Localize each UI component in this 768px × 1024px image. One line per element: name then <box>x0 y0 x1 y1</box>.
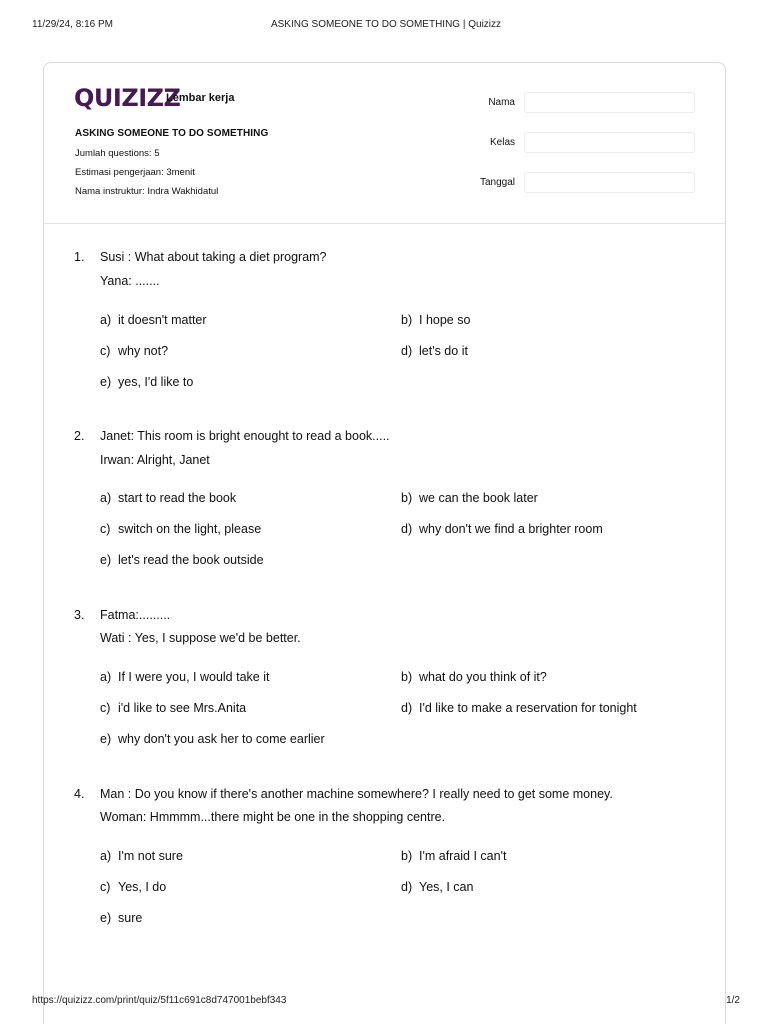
option-text: let's read the book outside <box>118 553 264 567</box>
quizizz-logo: QUIZIZZ <box>74 84 181 112</box>
question-number: 3. <box>74 608 85 622</box>
option-key: a) <box>100 670 112 684</box>
instructor-name: Nama instruktur: Indra Wakhidatul <box>75 186 219 197</box>
worksheet-label: Lembar kerja <box>166 92 235 104</box>
date-label: Tanggal <box>479 177 515 188</box>
option-a <box>100 491 236 505</box>
option-text: Yes, I can <box>419 880 474 894</box>
option-key: c) <box>100 522 111 536</box>
class-field[interactable] <box>524 132 695 153</box>
question-text: Irwan: Alright, Janet <box>100 453 210 467</box>
worksheet <box>43 62 726 1024</box>
option-key: c) <box>100 344 111 358</box>
quiz-title: ASKING SOMEONE TO DO SOMETHING <box>75 128 269 139</box>
option-key: d) <box>401 880 413 894</box>
option-text: i'd like to see Mrs.Anita <box>118 701 247 715</box>
option-key: e) <box>100 911 112 925</box>
question-text: Wati : Yes, I suppose we'd be better. <box>100 631 301 645</box>
name-field[interactable] <box>524 92 695 113</box>
option-e <box>100 375 193 389</box>
option-key: c) <box>100 880 111 894</box>
option-text: let's do it <box>419 344 468 358</box>
print-url[interactable]: https://quizizz.com/print/quiz/5f11c691c8d747001bebf343 <box>32 995 287 1006</box>
option-text: Yes, I do <box>118 880 167 894</box>
option-text: sure <box>118 911 143 925</box>
option-e <box>100 911 142 925</box>
class-label: Kelas <box>489 137 515 148</box>
question-number: 2. <box>74 429 85 443</box>
option-key: e) <box>100 375 112 389</box>
option-key: b) <box>401 313 413 327</box>
option-text: switch on the light, please <box>118 522 262 536</box>
question-text: Janet: This room is bright enought to read a book..... <box>100 429 390 443</box>
question-text: Yana: ....... <box>100 274 160 288</box>
option-key: a) <box>100 491 112 505</box>
option-text: it doesn't matter <box>118 313 207 327</box>
estimated-time: Estimasi pengerjaan: 3menit <box>75 167 195 178</box>
question-number: 1. <box>74 250 85 264</box>
option-c <box>100 880 166 894</box>
page-number: 1/2 <box>726 995 740 1006</box>
worksheet-header <box>44 63 725 224</box>
option-text: what do you think of it? <box>419 670 547 684</box>
option-key: d) <box>401 344 413 358</box>
option-text: yes, I'd like to <box>118 375 194 389</box>
option-b <box>401 313 470 327</box>
option-key: b) <box>401 849 413 863</box>
option-key: d) <box>401 522 413 536</box>
option-d <box>401 701 637 715</box>
print-datetime: 11/29/24, 8:16 PM <box>32 19 113 30</box>
option-b <box>401 849 506 863</box>
option-d <box>401 522 603 536</box>
question-text: Woman: Hmmmm...there might be one in the shopping centre. <box>100 810 446 824</box>
option-key: a) <box>100 313 112 327</box>
option-text: start to read the book <box>118 491 237 505</box>
option-text: I'm not sure <box>118 849 183 863</box>
name-label: Nama <box>488 97 515 108</box>
option-text: If I were you, I would take it <box>118 670 270 684</box>
option-key: e) <box>100 553 112 567</box>
option-e <box>100 732 325 746</box>
print-page-title: ASKING SOMEONE TO DO SOMETHING | Quizizz <box>270 19 502 30</box>
option-text: why not? <box>118 344 169 358</box>
option-key: a) <box>100 849 112 863</box>
option-b <box>401 491 538 505</box>
option-text: why don't you ask her to come earlier <box>118 732 325 746</box>
question-text: Fatma:......... <box>100 608 171 622</box>
option-d <box>401 344 468 358</box>
option-a <box>100 670 269 684</box>
option-text: we can the book later <box>419 491 538 505</box>
question-text: Man : Do you know if there's another machine somewhere? I really need to get some money. <box>100 787 613 801</box>
option-text: why don't we find a brighter room <box>419 522 603 536</box>
question-count: Jumlah questions: 5 <box>75 148 160 159</box>
option-key: d) <box>401 701 413 715</box>
question-text: Susi : What about taking a diet program? <box>100 250 327 264</box>
option-c <box>100 522 261 536</box>
option-key: b) <box>401 670 413 684</box>
date-field[interactable] <box>524 172 695 193</box>
option-key: e) <box>100 732 112 746</box>
option-e <box>100 553 264 567</box>
option-text: I hope so <box>419 313 471 327</box>
option-a <box>100 313 207 327</box>
option-d <box>401 880 473 894</box>
option-text: I'm afraid I can't <box>419 849 507 863</box>
option-text: I'd like to make a reservation for tonight <box>419 701 637 715</box>
option-key: b) <box>401 491 413 505</box>
question-number: 4. <box>74 787 85 801</box>
option-key: c) <box>100 701 111 715</box>
print-footer <box>32 995 740 1006</box>
option-c <box>100 344 168 358</box>
option-c <box>100 701 246 715</box>
option-a <box>100 849 183 863</box>
option-b <box>401 670 547 684</box>
